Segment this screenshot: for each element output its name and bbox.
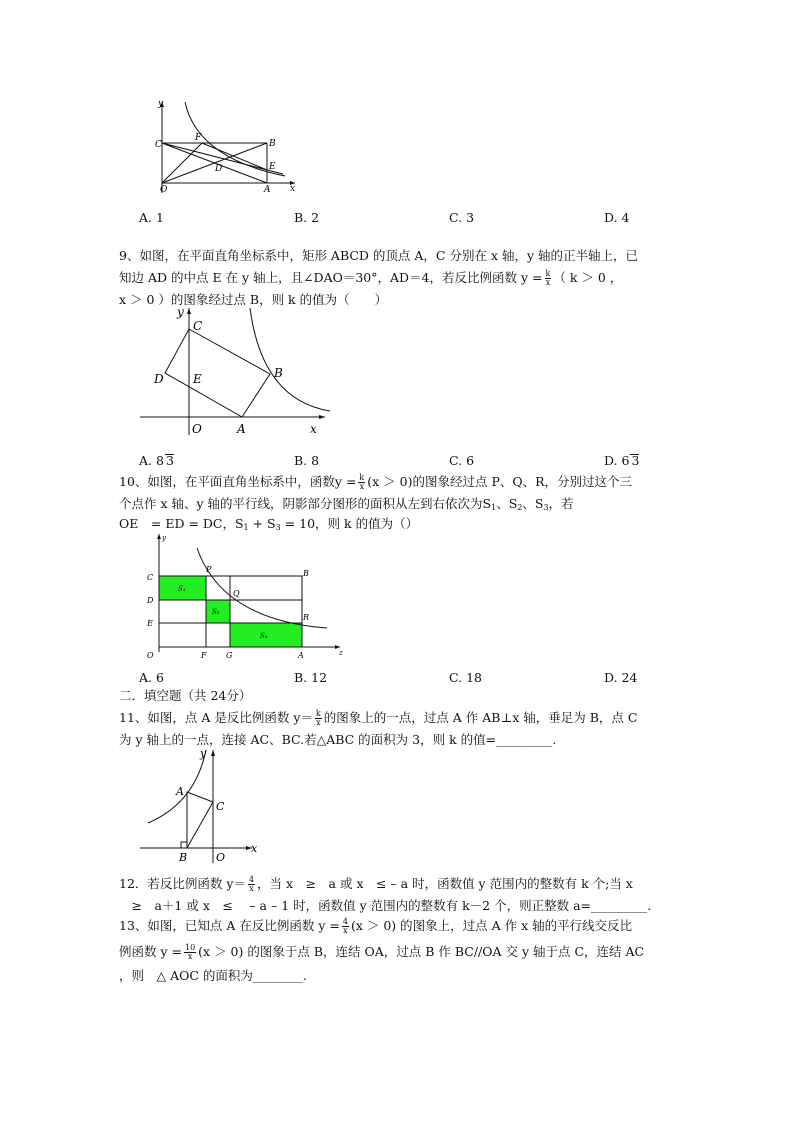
q10-figure [142, 530, 352, 660]
q10-label-A: A [298, 651, 304, 660]
q11-label-y: y [200, 747, 207, 760]
q9-label-E: E [193, 372, 202, 386]
q10-label-C: C [147, 573, 154, 582]
q11-label-x: x [251, 842, 258, 855]
q8-label-A: A [264, 185, 271, 195]
q8-option-a: A. 1 [139, 210, 164, 225]
q9-option-c: C. 6 [449, 453, 475, 468]
q11-label-C: C [216, 800, 225, 813]
q10-label-P: P [206, 565, 212, 574]
q8-label-C: C [155, 140, 162, 150]
q9-figure [140, 305, 340, 440]
q13-line-2: 例函数 y = $\frac{10}{x}$ (x ＞ 0) 的图象于点 B，连结 OA，过点 B 作 BC//OA 交 y 轴于点 C，连结 AC [119, 943, 645, 961]
q9-label-O: O [192, 422, 202, 436]
q10-label-G: G [226, 651, 233, 660]
q9-line-2: 知边 AD 的中点 E 在 y 轴上，且∠DAO＝30°，AD＝4，若反比例函数 y = $\frac{k}{x}$ （ k ＞ 0 ， [119, 269, 623, 287]
q8-label-B: B [269, 139, 276, 149]
q13-line-3: ，则 △ AOC 的面积为________. [119, 968, 307, 983]
q8-figure [145, 98, 305, 198]
q11-figure [140, 745, 270, 865]
q9-label-D: D [154, 372, 164, 386]
q10-option-c: C. 18 [449, 670, 482, 685]
q10-label-B: B [303, 569, 309, 578]
q8-option-b: B. 2 [294, 210, 320, 225]
q9-option-a: A. 8 3 [139, 453, 174, 468]
q13-line-1: 13、如图，已知点 A 在反比例函数 y = $\frac{4}{x}$ (x ＞ 0) 的图象上，过点 A 作 x 轴的平行线交反比 [119, 917, 633, 935]
q8-label-D: D [215, 164, 223, 174]
q12-line-2: ≥ a＋1 或 x ≤ – a – 1 时，函数值 y 范围内的整数有 k－2 个，则正整数 a=_________. [119, 898, 652, 913]
q10-label-E: E [147, 619, 153, 628]
q11-line-1: 11、如图，点 A 是反比例函数 y＝ $\frac{k}{x}$ 的图象上的一点，过点 A 作 AB⊥x 轴，垂足为 B，点 C [119, 709, 638, 727]
q10-label-R: R [303, 613, 310, 622]
q10-label-z: z [339, 649, 343, 657]
q9-label-B: B [274, 366, 283, 380]
q8-label-x: x [290, 184, 296, 194]
q10-label-O: O [147, 651, 154, 660]
q9-label-C: C [193, 319, 203, 333]
q10-option-d: D. 24 [604, 670, 638, 685]
q10-label-y: y [162, 534, 166, 542]
q11-label-O: O [216, 851, 226, 864]
q12-line-1: 12．若反比例函数 y＝ $\frac{4}{x}$ ，当 x ≥ a 或 x ≤ – a 时，函数值 y 范围内的整数有 k 个;当 x [119, 875, 633, 893]
q9-option-d: D. 6 3 [604, 453, 640, 468]
q9-line-1: 9、如图，在平面直角坐标系中，矩形 ABCD 的顶点 A，C 分别在 x 轴，y 轴的正半轴上，已 [119, 248, 639, 263]
q8-option-c: C. 3 [449, 210, 475, 225]
q11-label-A: A [176, 785, 184, 798]
q8-label-y: y [158, 99, 164, 109]
q8-option-d: D. 4 [604, 210, 630, 225]
q10-label-Q: Q [233, 589, 240, 598]
section-heading: 二．填空题（共 24分） [119, 688, 252, 703]
q10-line-3: OE = ED = DC，$S_1 + S_3 = 10$，则 k 的值为（） [119, 516, 419, 532]
q10-line-1: 10、如图，在平面直角坐标系中，函数y = $\frac{k}{x}$ (x ＞ 0)的图象经过点 P、Q、R，分别过这个三 [119, 473, 633, 491]
q10-label-F: F [201, 651, 207, 660]
q9-label-x: x [310, 422, 317, 436]
q9-label-y: y [177, 305, 184, 319]
q10-label-S2: S₂ [212, 608, 220, 616]
q9-line-3: x ＞ 0 ）的图象经过点 B，则 k 的值为（ ） [119, 292, 388, 307]
q8-label-E: E [269, 162, 276, 172]
q10-option-b: B. 12 [294, 670, 328, 685]
q10-label-D: D [147, 596, 154, 605]
q8-label-O: O [160, 185, 168, 195]
q8-label-F: F [195, 133, 202, 143]
q11-line-2: 为 y 轴上的一点，连接 AC、BC.若△ABC 的面积为 3，则 k 的值=_________. [119, 732, 557, 747]
q10-label-S3: S₃ [260, 632, 268, 640]
q10-label-S1: S₁ [178, 585, 186, 593]
q9-option-b: B. 8 [294, 453, 320, 468]
q9-label-A: A [237, 422, 246, 436]
q11-label-B: B [179, 851, 188, 864]
q10-option-a: A. 6 [139, 670, 164, 685]
q10-line-2: 个点作 x 轴、y 轴的平行线，阴影部分图形的面积从左到右依次为$S_1$、$S_2$、$S_3$，若 [119, 496, 574, 512]
